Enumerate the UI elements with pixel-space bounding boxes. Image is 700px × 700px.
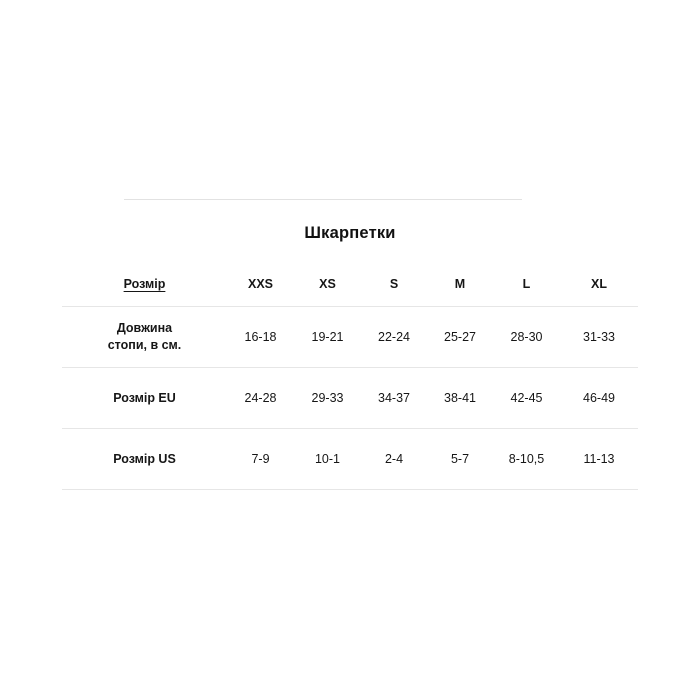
cell: 22-24	[378, 330, 410, 344]
column-header-xxs: XXS	[247, 277, 273, 291]
cell: 19-21	[311, 330, 344, 344]
cell: 24-28	[244, 391, 277, 405]
column-header-l: L	[522, 277, 531, 291]
table-header-row	[62, 262, 638, 307]
row-label-line1: Довжина	[116, 321, 173, 335]
row-label-line2: стопи, в см.	[107, 338, 182, 352]
column-header-s: S	[389, 277, 399, 291]
top-divider	[124, 199, 522, 200]
row-label-size-us	[62, 429, 227, 490]
size-table-container	[62, 262, 638, 490]
cell: 11-13	[583, 452, 615, 466]
table-row	[62, 307, 638, 368]
cell: 34-37	[378, 391, 410, 405]
cell: 38-41	[444, 391, 476, 405]
cell: 2-4	[384, 452, 404, 466]
column-header-xl: XL	[591, 277, 607, 291]
row-label-line1: Розмір EU	[113, 390, 176, 405]
cell: 28-30	[510, 330, 543, 344]
table-body	[62, 307, 638, 490]
size-table	[62, 262, 638, 490]
cell: 25-27	[444, 330, 476, 344]
row-label-foot-length	[62, 307, 227, 368]
cell: 7-9	[251, 452, 270, 466]
cell: 5-7	[450, 452, 470, 466]
table-header	[62, 262, 638, 307]
cell: 10-1	[314, 452, 341, 466]
cell: 31-33	[583, 330, 615, 344]
row-label-line1: Розмір US	[113, 451, 176, 466]
column-header-xs: XS	[319, 277, 336, 291]
column-header-size: Розмір	[123, 277, 166, 291]
column-header-m: M	[454, 277, 466, 291]
row-label-size-eu	[62, 368, 227, 429]
cell: 42-45	[510, 391, 543, 405]
cell: 29-33	[311, 391, 344, 405]
cell: 16-18	[244, 330, 277, 344]
page-title: Шкарпетки	[304, 224, 396, 242]
cell: 46-49	[583, 391, 615, 405]
cell: 8-10,5	[508, 452, 545, 466]
table-row	[62, 368, 638, 429]
table-row	[62, 429, 638, 490]
